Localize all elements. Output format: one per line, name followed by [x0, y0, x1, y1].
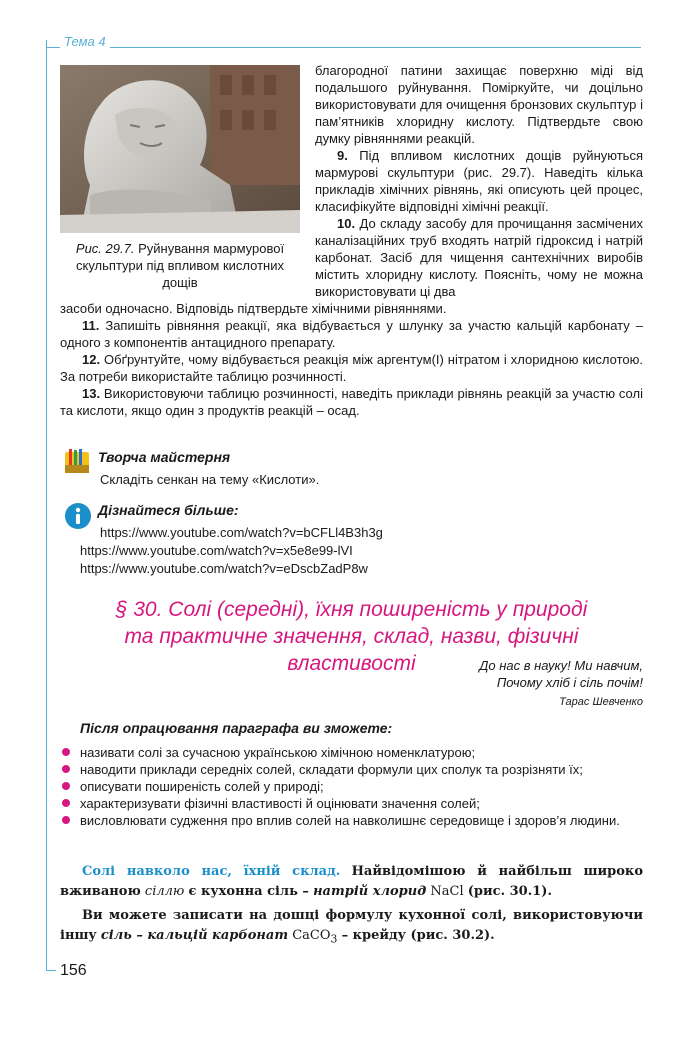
question-13-number: 13.	[82, 386, 101, 401]
subsection-heading: Солі навколо нас, їхній склад.	[82, 864, 341, 879]
main-paragraph-2: Ви можете записати на дошці формулу кухонної солі, використовуючи іншу сіль – кальцій карбонат CaCO$_3$ – крейду (рис. 30.2).	[60, 908, 643, 946]
video-link-3[interactable]: https://www.youtube.com/watch?v=eDscbZadP8w	[80, 561, 368, 576]
question-9-number: 9.	[337, 148, 348, 163]
section-title-line-1: § 30. Солі (середні), їхня поширеність у природі	[115, 598, 588, 621]
topic-label: Тема 4	[60, 34, 110, 49]
figure-caption-prefix: Рис. 29.7.	[75, 241, 135, 256]
frame-top-line	[46, 47, 641, 48]
question-10-continuation: засоби одночасно. Відповідь підтвердьте хімічними рівняннями.	[60, 301, 447, 316]
goal-item: називати солі за сучасною українською хімічною номенклатурою;	[60, 744, 643, 761]
goal-item: наводити приклади середніх солей, складати формули цих сполук та розрізняти їх;	[60, 761, 643, 778]
question-13-text: Використовуючи таблицю розчинності, наведіть приклади рівнянь реакцій за участю солі та кислоти, якщо один з продуктів реакцій – осад.	[60, 386, 643, 418]
bullet-icon	[62, 816, 70, 824]
bullet-icon	[62, 799, 70, 807]
creative-text: Складіть сенкан на тему «Кислоти».	[100, 472, 320, 487]
epigraph-line-2: Почому хліб і сіль почім!	[496, 675, 643, 690]
figure-caption	[60, 240, 300, 291]
question-13	[60, 385, 643, 419]
info-icon	[64, 502, 90, 528]
bullet-icon	[62, 782, 70, 790]
section-title-line-2: та практичне значення, склад, назви, фізичні властивості	[124, 625, 579, 675]
page-number: 156	[60, 962, 87, 979]
goal-item: описувати поширеність солей у природі;	[60, 778, 643, 795]
question-10-number: 10.	[337, 216, 356, 231]
question-11-number: 11.	[82, 318, 100, 333]
question-12-text: Обґрунтуйте, чому відбувається реакція між аргентум(I) нітратом і хлоридною кислотою. За потреби використайте таблицю розчинності.	[60, 352, 643, 384]
paragraph-patina: благородної патини захищає поверхню міді від подальшого руйнування. Поміркуйте, чи доцільно використовувати для очищення бронзових скульптур і пам’ятників хлоридну кислоту. Підтвердьте свою думку рівняннями реакцій.	[315, 63, 643, 146]
formula-caco3: CaCO$_3$	[292, 928, 338, 946]
question-12-number: 12.	[82, 352, 101, 367]
formula-nacl: NaCl	[430, 884, 464, 899]
epigraph-author: Тарас Шевченко	[559, 696, 643, 708]
question-9	[315, 147, 643, 215]
full-width-questions	[60, 300, 643, 419]
question-12	[60, 351, 643, 385]
frame-left-line	[46, 40, 47, 970]
question-9-text: Під впливом кислотних дощів руйнуються мармурові скульптури (рис. 29.7). Наведіть кілька прикладів хімічних рівнянь, які описують цей процес, класифікуйте відповідні хімічні реакції.	[315, 148, 643, 214]
lion-sculpture-image	[60, 65, 300, 233]
video-link-2[interactable]: https://www.youtube.com/watch?v=x5e8e99-lVI	[80, 543, 353, 558]
goals-heading: Після опрацювання параграфа ви зможете:	[80, 720, 393, 736]
goal-item: характеризувати фізичні властивості й оцінювати значення солей;	[60, 795, 643, 812]
video-link-1[interactable]: https://www.youtube.com/watch?v=bCFLl4B3h3g	[100, 525, 383, 540]
question-10	[315, 215, 643, 300]
question-10-text: До складу засобу для прочищання засмічених каналізаційних труб входять натрій гідроксид і натрій карбонат. Засіб для чищення сантехнічних виробів містить хлоридну кислоту. Поясніть, чому не можна використовувати ці два	[315, 216, 643, 299]
question-11-text: Запишіть рівняння реакції, яка відбувається у шлунку за участю кальцій карбонату – одного з компонентів антацидного препарату.	[60, 318, 643, 350]
right-column	[315, 62, 643, 300]
epigraph-line-1: До нас в науку! Ми навчим,	[479, 658, 643, 673]
figure-caption-text: Руйнування мармурової скульптури під впливом кислотних дощів	[76, 241, 285, 290]
question-11	[60, 317, 643, 351]
goal-item: висловлювати судження про вплив солей на навколишнє середовище і здоров’я людини.	[60, 812, 643, 829]
learn-more-heading: Дізнайтеся більше:	[98, 502, 239, 518]
creative-heading: Творча майстерня	[98, 449, 231, 465]
bullet-icon	[62, 765, 70, 773]
bullet-icon	[62, 748, 70, 756]
pencils-icon	[64, 448, 90, 474]
frame-bottom-line	[46, 970, 56, 971]
main-paragraph-1: Солі навколо нас, їхній склад. Найвідомішою й найбільш широко вживаною сіллю є кухонна сіль – натрій хлорид NaCl (рис. 30.1).	[60, 864, 643, 899]
goals-list	[60, 744, 643, 829]
